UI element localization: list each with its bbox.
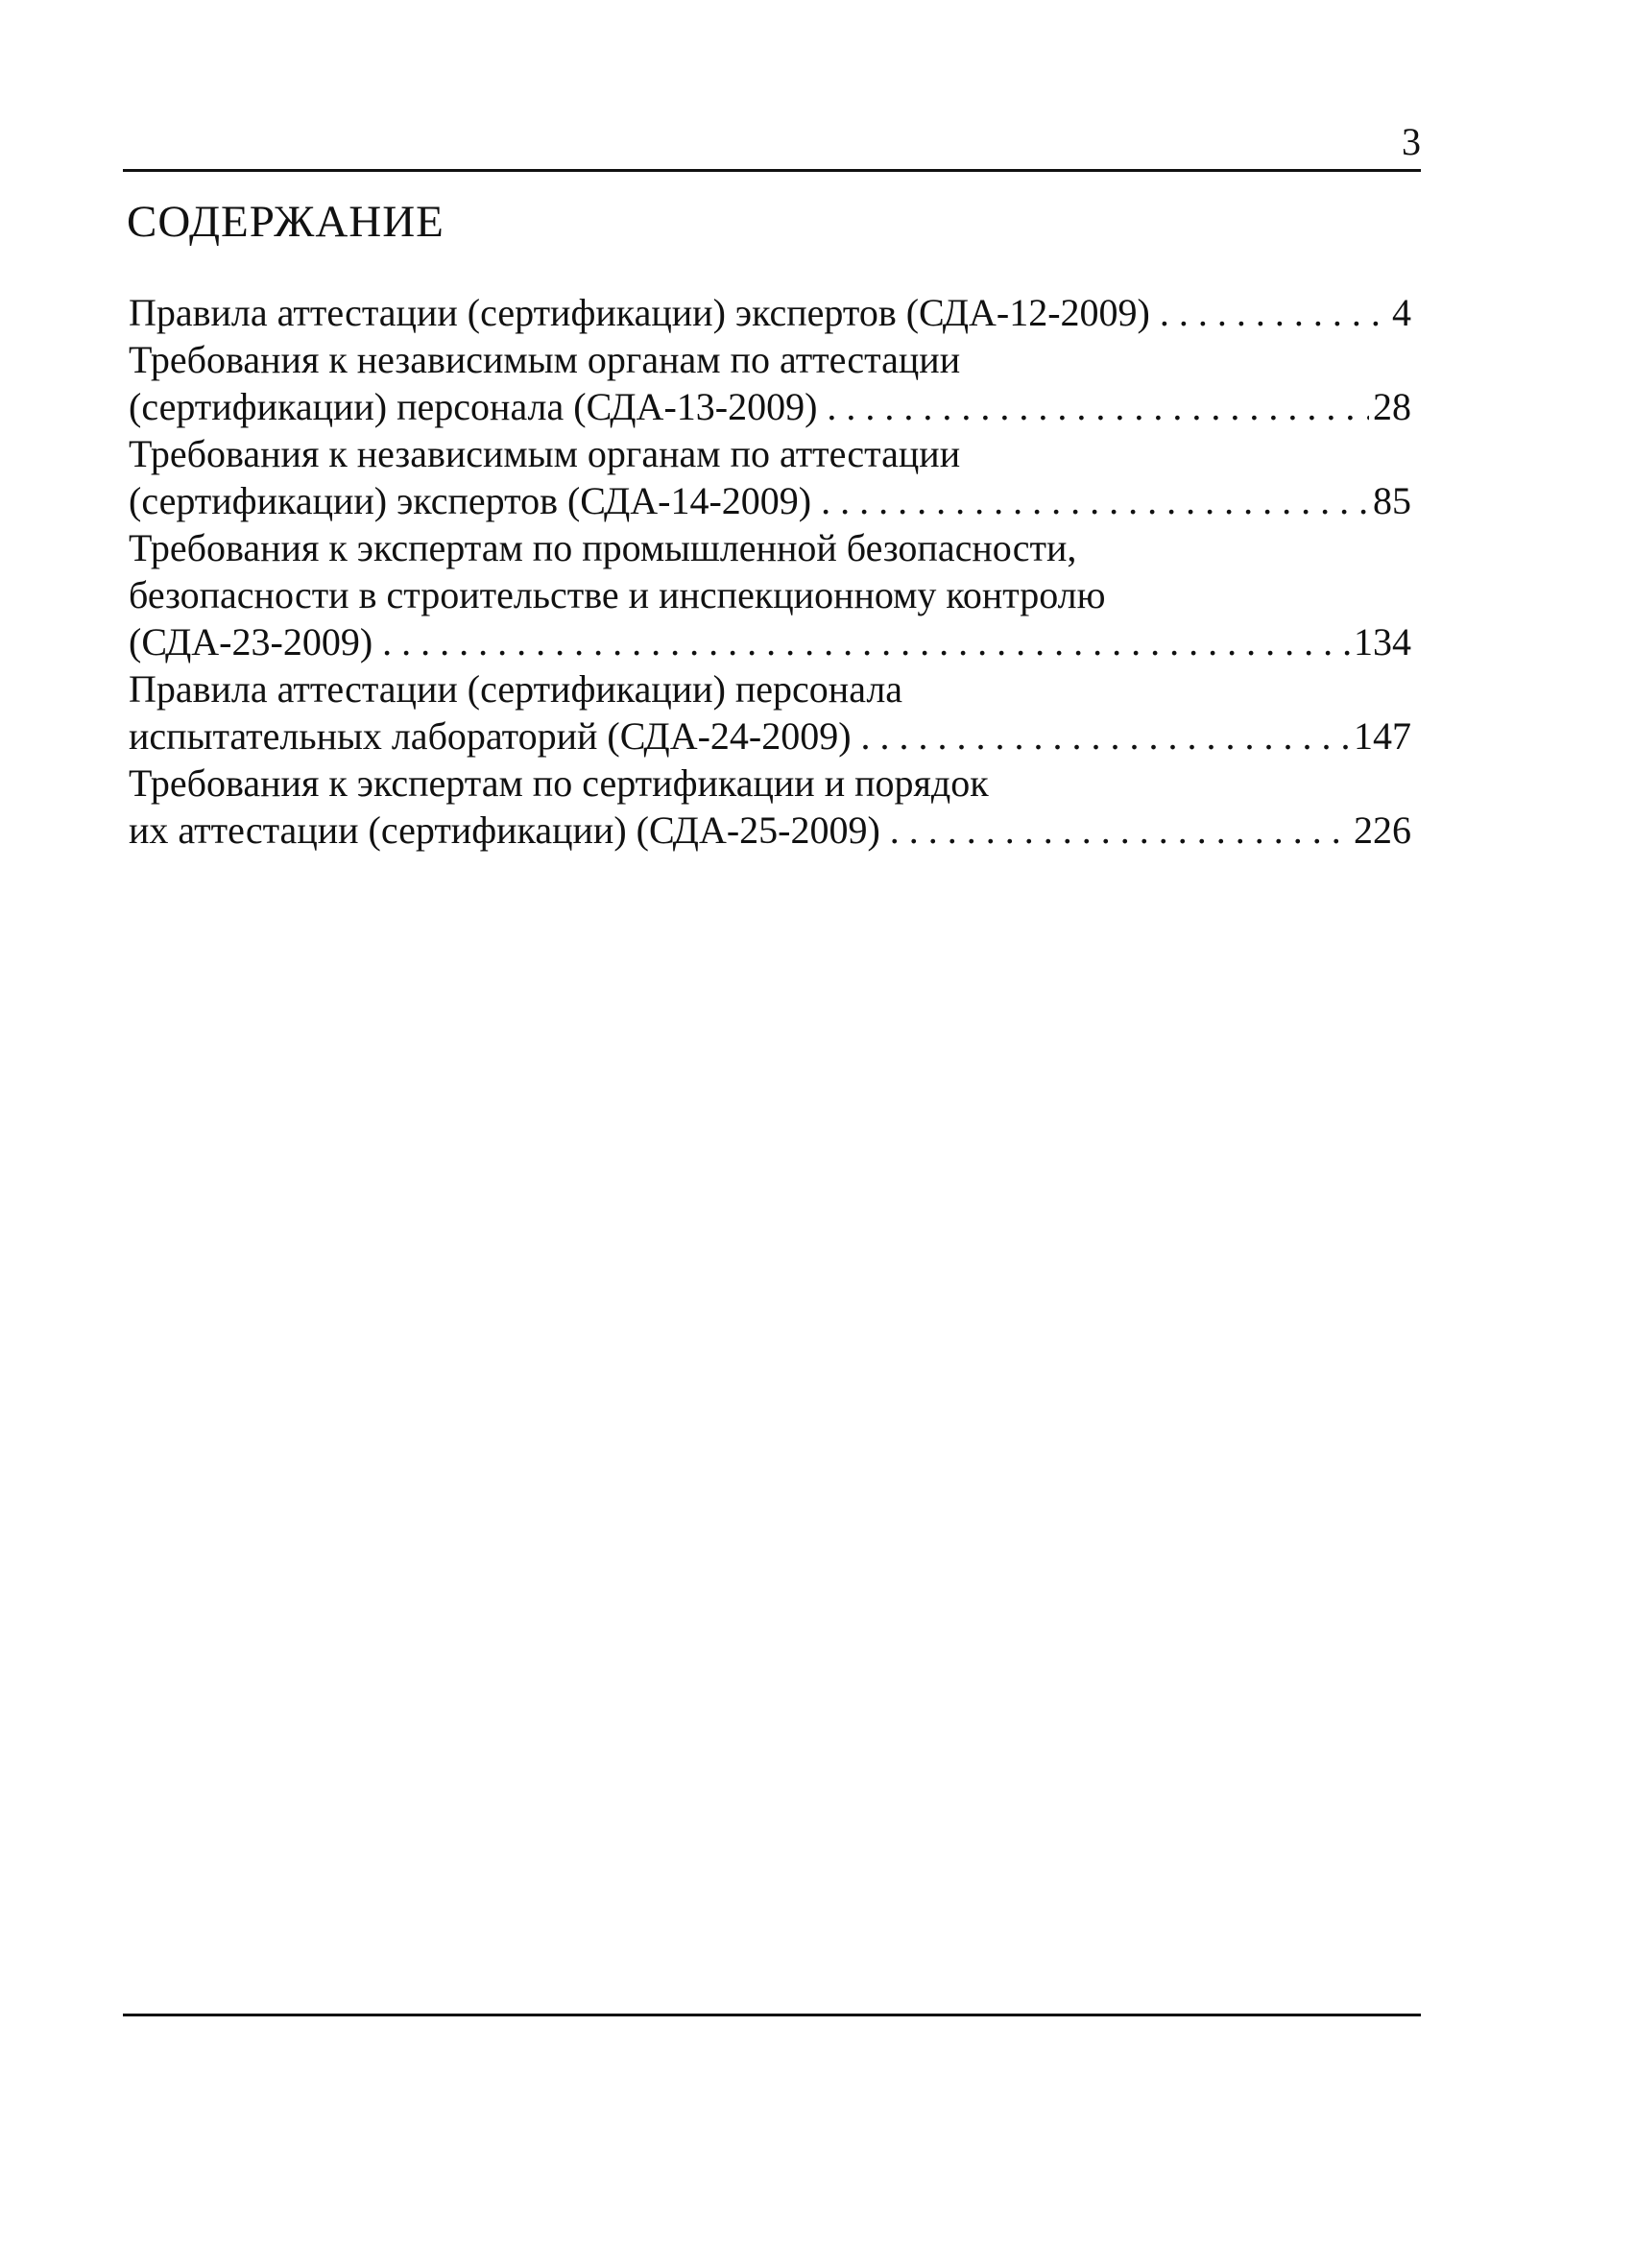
- toc-entry-page: 28: [1373, 385, 1411, 428]
- header-rule: [123, 169, 1421, 172]
- toc-leader-dots: [890, 807, 1350, 854]
- table-of-contents: [129, 289, 1411, 854]
- toc-entry-page: 4: [1392, 291, 1411, 334]
- toc-entry-text: Правила аттестации (сертификации) персонала: [129, 667, 903, 711]
- toc-entry-page: 147: [1354, 714, 1411, 758]
- toc-entry-last-line: [129, 712, 1411, 760]
- toc-entry-text: безопасности в строительстве и инспекционному контролю: [129, 573, 1106, 616]
- toc-entry-last-line: [129, 477, 1411, 524]
- page-number: 3: [1402, 120, 1421, 163]
- toc-entry-page: 85: [1373, 479, 1411, 522]
- toc-leader-dots: [861, 712, 1350, 760]
- toc-entry[interactable]: [129, 289, 1411, 336]
- toc-entry-text: Требования к экспертам по промышленной безопасности,: [129, 526, 1077, 569]
- toc-entry[interactable]: [129, 336, 1411, 430]
- toc-leader-dots: [382, 618, 1350, 665]
- toc-entry-last-line: [129, 383, 1411, 430]
- toc-leader-dots: [1160, 289, 1388, 336]
- footer-rule: [123, 2014, 1421, 2016]
- toc-entry[interactable]: [129, 430, 1411, 524]
- toc-entry[interactable]: [129, 760, 1411, 854]
- toc-entry[interactable]: [129, 665, 1411, 760]
- toc-entry-text: Требования к независимым органам по аттестации: [129, 432, 961, 475]
- toc-entry-last-line: [129, 289, 1411, 336]
- toc-entry-text: испытательных лабораторий (СДА-24-2009): [129, 714, 852, 758]
- toc-entry-text: (сертификации) персонала (СДА-13-2009): [129, 385, 818, 428]
- toc-entry-page: 134: [1354, 620, 1411, 664]
- toc-entry[interactable]: [129, 524, 1411, 665]
- toc-entry-page: 226: [1354, 808, 1411, 852]
- toc-entry-text: их аттестации (сертификации) (СДА-25-2009): [129, 808, 880, 852]
- toc-leader-dots: [821, 477, 1369, 524]
- toc-entry-text: Требования к независимым органам по аттестации: [129, 338, 961, 381]
- toc-leader-dots: [827, 383, 1369, 430]
- toc-entry-text: Правила аттестации (сертификации) экспертов (СДА-12-2009): [129, 291, 1150, 334]
- toc-entry-text: Требования к экспертам по сертификации и порядок: [129, 761, 989, 805]
- toc-entry-text: (СДА-23-2009): [129, 620, 373, 664]
- toc-title: СОДЕРЖАНИЕ: [127, 197, 445, 247]
- toc-entry-text: (сертификации) экспертов (СДА-14-2009): [129, 479, 812, 522]
- toc-entry-last-line: [129, 807, 1411, 854]
- toc-entry-last-line: [129, 618, 1411, 665]
